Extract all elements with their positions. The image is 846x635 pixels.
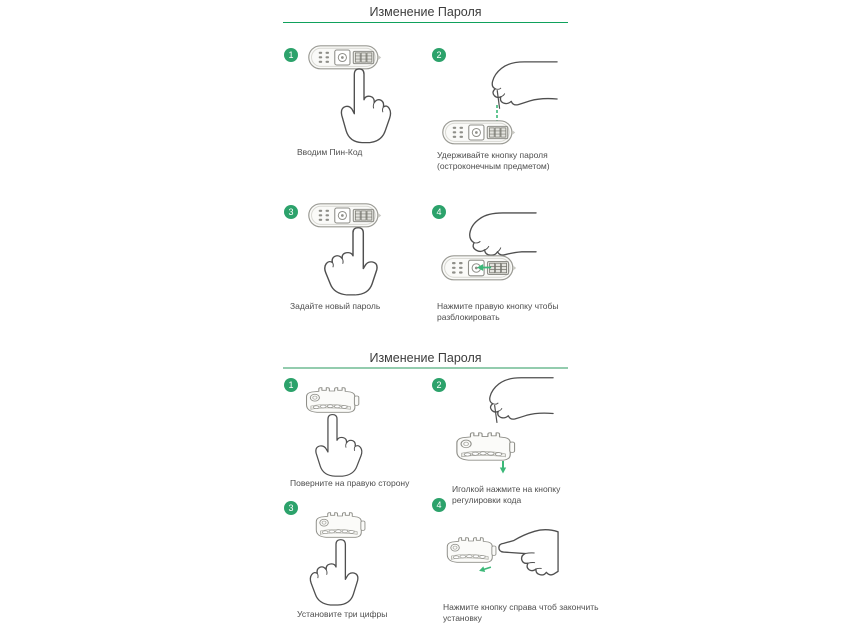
sideways-pointing-hand-illustration (497, 526, 559, 582)
caption-line: Иголкой нажмите на кнопку (452, 484, 561, 494)
caption-line: разблокировать (437, 311, 500, 322)
pointing-hand-illustration (333, 67, 395, 146)
padlock-illustration (303, 386, 361, 414)
step-badge: 2 (432, 378, 446, 392)
section-1-title-rule (283, 22, 568, 23)
caption-line: Задайте новый пароль (290, 301, 381, 311)
caption-line: Удерживайте кнопку пароля (437, 150, 548, 160)
pointing-hand-illustration (320, 226, 386, 298)
section-1-title: Изменение Пароля (369, 5, 482, 19)
hand-with-needle-illustration (470, 376, 554, 426)
section-2-title: Изменение Пароля (369, 351, 482, 365)
step-badge: 2 (432, 48, 446, 62)
caption-line: (остроконечным предметом) (437, 160, 550, 171)
step-caption (290, 301, 440, 312)
section-2-title-rule (283, 367, 568, 369)
step-badge: 4 (432, 205, 446, 219)
fist-pressing-illustration (457, 211, 537, 259)
flat-lock-illustration (308, 203, 382, 228)
step-caption (297, 609, 447, 620)
step-badge: 1 (284, 378, 298, 392)
caption-line: регулировки кода (452, 494, 522, 505)
pointing-hand-illustration (306, 538, 366, 608)
step-caption (297, 147, 437, 158)
padlock-illustration (313, 511, 367, 539)
caption-line: Установите три цифры (297, 609, 388, 619)
arrow-left-icon (476, 263, 492, 272)
step-caption (452, 484, 582, 505)
caption-line: Нажмите кнопку справа чтоб закончить (443, 602, 599, 612)
caption-line: Нажмите правую кнопку чтобы (437, 301, 559, 311)
caption-line: Вводим Пин-Код (297, 147, 363, 157)
arrow-left-icon (477, 563, 493, 575)
hand-with-needle-illustration (472, 60, 558, 112)
padlock-illustration (453, 431, 517, 462)
step-caption (437, 301, 582, 322)
step-caption (443, 602, 611, 623)
caption-line: Поверните на правую сторону (290, 478, 410, 488)
step-badge: 3 (284, 205, 298, 219)
step-badge: 1 (284, 48, 298, 62)
pointing-hand-illustration (308, 413, 366, 479)
arrow-down-icon (499, 461, 507, 474)
step-badge: 4 (432, 498, 446, 512)
caption-line: установку (443, 612, 482, 623)
step-caption (437, 150, 577, 171)
step-caption (290, 478, 450, 489)
padlock-illustration (444, 536, 498, 564)
flat-lock-illustration (442, 120, 516, 145)
step-badge: 3 (284, 501, 298, 515)
